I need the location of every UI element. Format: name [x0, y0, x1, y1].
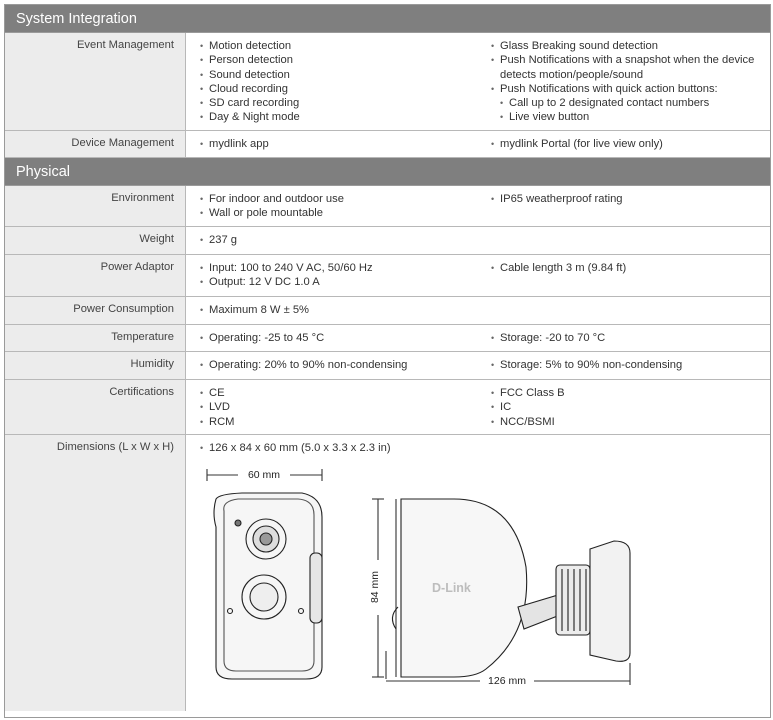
event-list-2 — [491, 39, 770, 126]
list-item: • RCM — [200, 415, 491, 429]
row-label: Dimensions (L x W x H) — [5, 435, 186, 711]
list-item: • NCC/BSMI — [491, 415, 770, 429]
list-item: • 126 x 84 x 60 mm (5.0 x 3.3 x 2.3 in) — [200, 441, 770, 455]
list-item: • Push Notifications with quick action buttons: — [491, 82, 770, 96]
row-label: Power Consumption — [5, 297, 186, 324]
list-item: • Maximum 8 W ± 5% — [200, 303, 491, 317]
event-list-1 — [200, 39, 491, 126]
row-dimensions — [5, 435, 770, 711]
list-item: • mydlink app — [200, 137, 491, 151]
list-item: • Cable length 3 m (9.84 ft) — [491, 261, 770, 275]
section-header-physical: Physical — [5, 158, 770, 186]
list-item: • Push Notifications with a snapshot when the device — [491, 53, 770, 67]
list-subitem: • Call up to 2 designated contact numbers — [491, 96, 770, 110]
row-label: Device Management — [5, 131, 186, 157]
list-item: • Sound detection — [200, 68, 491, 82]
list-item: • Glass Breaking sound detection — [491, 39, 770, 53]
row-weight — [5, 227, 770, 255]
list-subitem: • Live view button — [491, 110, 770, 124]
list-item: • Person detection — [200, 53, 491, 67]
row-certifications — [5, 380, 770, 435]
row-power-consumption — [5, 297, 770, 325]
row-label: Certifications — [5, 380, 186, 434]
list-item: • SD card recording — [200, 96, 491, 110]
list-item: • Day & Night mode — [200, 110, 491, 124]
row-environment — [5, 186, 770, 227]
row-label: Event Management — [5, 33, 186, 130]
list-item: • FCC Class B — [491, 386, 770, 400]
list-item: • Cloud recording — [200, 82, 491, 96]
row-label: Environment — [5, 186, 186, 226]
list-item: • Motion detection — [200, 39, 491, 53]
list-item: • Wall or pole mountable — [200, 206, 491, 220]
list-item: • IP65 weatherproof rating — [491, 192, 770, 206]
list-item: • LVD — [200, 400, 491, 414]
length-label: 126 mm — [488, 675, 526, 687]
row-temperature — [5, 325, 770, 352]
height-label: 84 mm — [369, 570, 381, 604]
width-label: 60 mm — [247, 469, 281, 481]
list-item: • Storage: 5% to 90% non-condensing — [491, 358, 770, 372]
row-event-management — [5, 33, 770, 131]
list-item: • IC — [491, 400, 770, 414]
list-item-continued: detects motion/people/sound — [500, 68, 644, 81]
list-item: • 237 g — [200, 233, 491, 247]
row-label: Humidity — [5, 352, 186, 379]
row-label: Weight — [5, 227, 186, 254]
section-header-system-integration: System Integration — [5, 5, 770, 33]
row-label: Power Adaptor — [5, 255, 186, 296]
spec-sheet — [4, 4, 771, 718]
list-item: • Output: 12 V DC 1.0 A — [200, 275, 491, 289]
row-device-management — [5, 131, 770, 158]
list-item: • CE — [200, 386, 491, 400]
row-humidity — [5, 352, 770, 380]
brand-logo-text: D-Link — [432, 581, 471, 595]
list-item: • For indoor and outdoor use — [200, 192, 491, 206]
row-label: Temperature — [5, 325, 186, 351]
list-item: • Operating: 20% to 90% non-condensing — [200, 358, 491, 372]
list-item: • Input: 100 to 240 V AC, 50/60 Hz — [200, 261, 491, 275]
camera-dimension-drawing — [186, 457, 768, 709]
list-item: • Storage: -20 to 70 °C — [491, 331, 770, 345]
list-item: • mydlink Portal (for live view only) — [491, 137, 770, 151]
list-item: • Operating: -25 to 45 °C — [200, 331, 491, 345]
row-power-adaptor — [5, 255, 770, 297]
